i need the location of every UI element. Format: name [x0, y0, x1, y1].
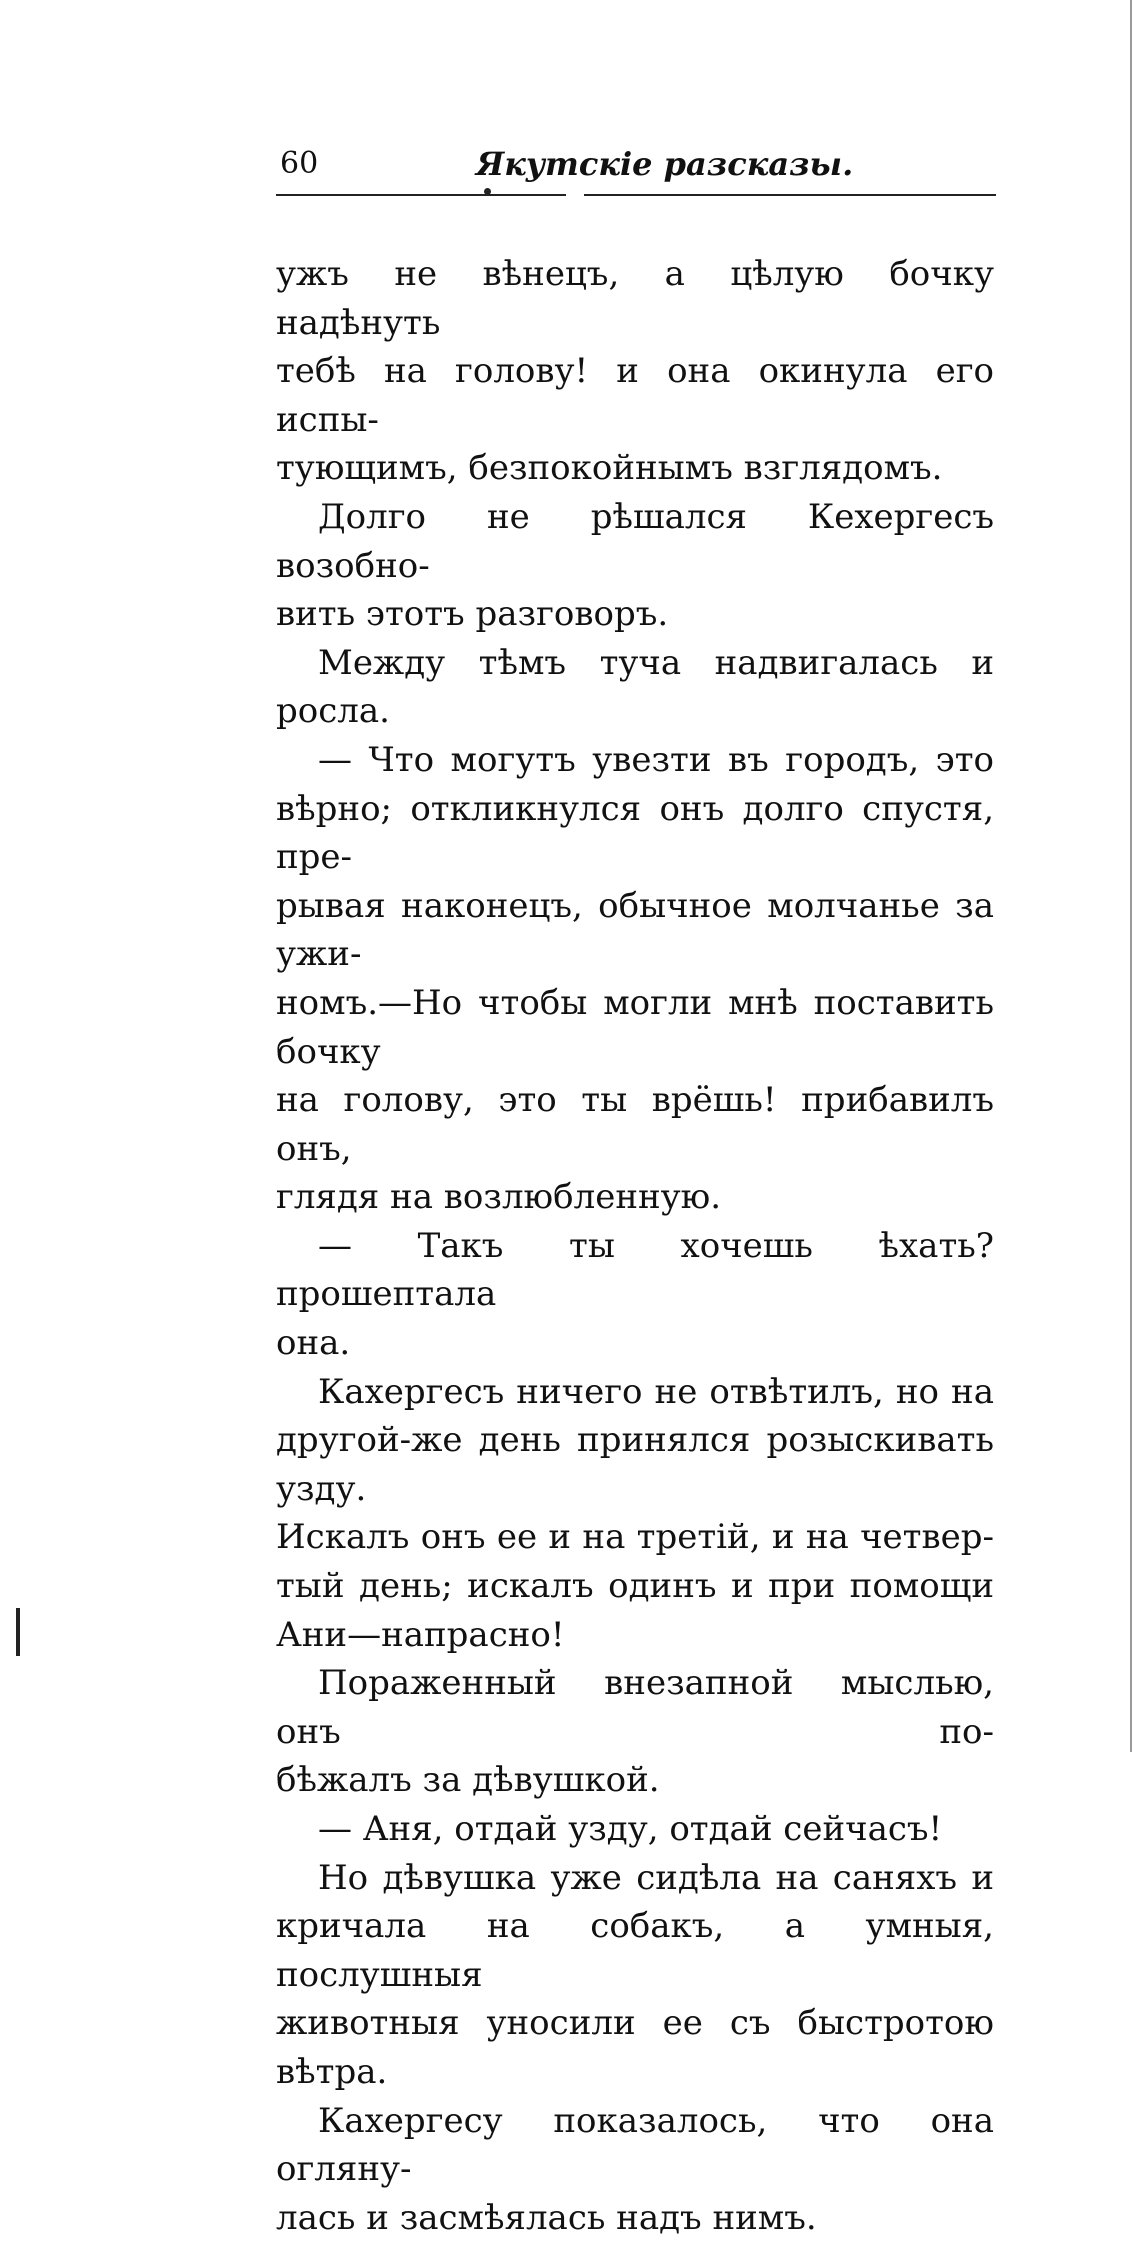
text-line: ужъ не вѣнецъ, а цѣлую бочку надѣнуть — [276, 254, 994, 343]
text-line: тый день; искалъ одинъ и при помощи — [276, 1566, 994, 1607]
text-line: животныя уносили ее съ быстротою вѣтра. — [276, 2003, 994, 2092]
body-text — [276, 250, 994, 2242]
text-line: Но дѣвушка уже сидѣла на саняхъ и — [318, 1857, 994, 1898]
text-line: вить этотъ разговоръ. — [276, 594, 669, 635]
text-line: — Что могутъ увезти въ городъ, это — [318, 739, 994, 780]
text-line: тебѣ на голову! и она окинула его испы- — [276, 351, 994, 440]
text-line: — Аня, отдай узду, отдай сейчасъ! — [318, 1809, 943, 1849]
text-line: глядя на возлюбленную. — [276, 1177, 722, 1218]
text-line: бѣжалъ за дѣвушкой. — [276, 1760, 660, 1801]
header-rule-dot — [484, 188, 491, 195]
text-line: она. — [276, 1323, 351, 1364]
text-line: Кахергесъ ничего не отвѣтилъ, но на — [318, 1371, 994, 1412]
text-line: рывая наконецъ, обычное молчанье за ужи- — [276, 885, 994, 975]
page-header — [276, 138, 996, 198]
page-edge-line — [1130, 0, 1132, 1752]
header-rule-right — [584, 194, 996, 196]
text-line: Пораженный внезапной мыслью, онъ по- — [276, 1663, 994, 1752]
text-line: — Такъ ты хочешь ѣхать? прошептала — [276, 1225, 994, 1315]
text-line: Кахергесу показалось, что она огляну- — [276, 2100, 994, 2190]
page-number: 60 — [280, 146, 319, 181]
text-line: на голову, это ты врёшь! прибавилъ онъ, — [276, 1080, 994, 1169]
text-line: Искалъ онъ ее и на третій, и на четвер- — [276, 1517, 994, 1558]
text-line: тующимъ, безпокойнымъ взглядомъ. — [276, 448, 943, 489]
running-title: Якутскіе разсказы. — [476, 145, 854, 183]
text-line: Между тѣмъ туча надвигалась и росла. — [276, 642, 994, 732]
text-line: лась и засмѣялась надъ нимъ. — [276, 2197, 817, 2238]
text-line: вѣрно; откликнулся онъ долго спустя, пре- — [276, 788, 994, 878]
text-line: номъ.—Но чтобы могли мнѣ поставить бочку — [276, 982, 994, 1072]
text-line: другой-же день принялся розыскивать узду. — [276, 1420, 994, 1509]
header-rule-left — [276, 194, 566, 196]
text-line: Долго не рѣшался Кехергесъ возобно- — [276, 496, 994, 586]
margin-mark — [16, 1608, 20, 1656]
text-line: Ани—напрасно! — [276, 1614, 565, 1655]
text-line: кричала на собакъ, а умныя, послушныя — [276, 1906, 994, 1995]
